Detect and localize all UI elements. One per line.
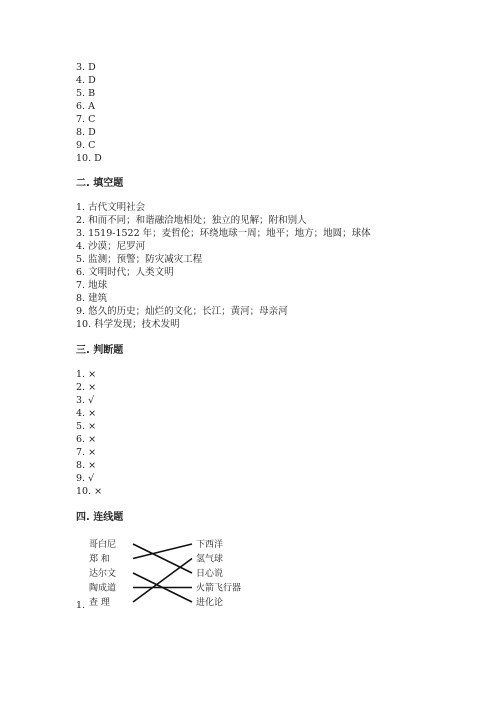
choice-answer: 7. C — [76, 114, 96, 125]
match-question-number: 1. — [76, 600, 86, 611]
choice-answer: 4. D — [76, 75, 96, 86]
choice-answer: 10. D — [76, 153, 102, 164]
match-right-item: 进化论 — [196, 598, 224, 608]
section-title-fill: 二. 填空题 — [76, 178, 124, 189]
match-right-item: 下西洋 — [196, 540, 224, 550]
section-title-match: 四. 连线题 — [76, 512, 124, 523]
match-left-item: 哥白尼 — [89, 540, 117, 550]
fill-answer: 9. 悠久的历史；灿烂的文化；长江；黄河；母亲河 — [76, 306, 288, 317]
choice-answer: 5. B — [76, 88, 96, 99]
fill-answer: 1. 古代文明社会 — [76, 202, 146, 213]
fill-answer: 6. 文明时代；人类文明 — [76, 267, 174, 278]
fill-answer: 10. 科学发现；技术发明 — [76, 319, 180, 330]
match-left-item: 查 理 — [89, 598, 110, 608]
judge-answer: 4. × — [76, 408, 97, 419]
fill-answer: 4. 沙漠；尼罗河 — [76, 241, 146, 252]
judge-answer: 8. × — [76, 460, 97, 471]
choice-answer: 8. D — [76, 127, 96, 138]
match-left-item: 郑 和 — [89, 554, 110, 565]
matching-diagram — [60, 530, 280, 620]
fill-answer: 7. 地球 — [76, 280, 108, 291]
match-connector-line — [133, 544, 192, 559]
fill-answer: 2. 和而不同；和谐融洽地相处；独立的见解；附和别人 — [76, 215, 307, 226]
matching-lines — [60, 530, 280, 620]
fill-answer: 5. 监测；预警；防灾减灾工程 — [76, 254, 203, 265]
fill-answer: 3. 1519-1522 年；麦哲伦；环绕地球一周；地平；地方；地圆；球体 — [76, 228, 371, 239]
judge-answer: 1. × — [76, 369, 97, 380]
judge-answer: 5. × — [76, 421, 97, 432]
section-title-judge: 三. 判断题 — [76, 345, 124, 356]
choice-answer: 9. C — [76, 140, 96, 151]
judge-answer: 2. × — [76, 382, 97, 393]
match-connector-line — [133, 544, 192, 573]
match-connector-line — [133, 559, 192, 603]
match-right-item: 日心说 — [196, 569, 224, 579]
choice-answer: 6. A — [76, 101, 95, 112]
choice-answer: 3. D — [76, 62, 96, 73]
judge-answer: 3. √ — [76, 395, 95, 406]
match-right-item: 氢气球 — [196, 554, 224, 565]
judge-answer: 10. × — [76, 486, 103, 497]
judge-answer: 9. √ — [76, 473, 95, 484]
judge-answer: 6. × — [76, 434, 97, 445]
match-left-item: 陶成道 — [89, 583, 117, 594]
fill-answer: 8. 建筑 — [76, 293, 108, 304]
judge-answer: 7. × — [76, 447, 97, 458]
match-right-item: 火箭飞行器 — [196, 583, 242, 594]
match-left-item: 达尔文 — [89, 569, 117, 579]
